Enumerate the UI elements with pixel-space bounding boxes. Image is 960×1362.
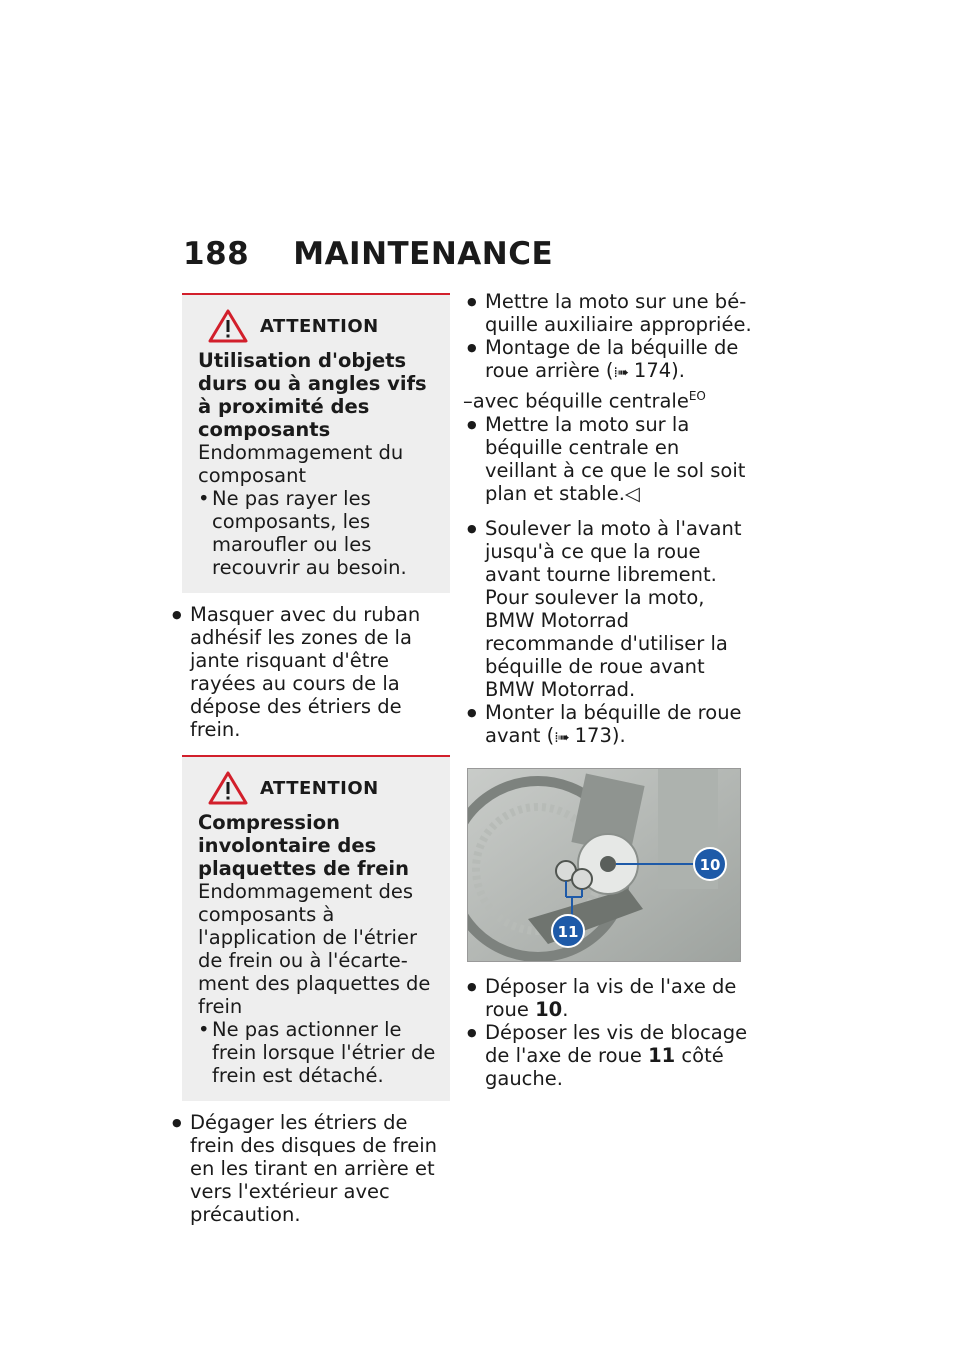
warning-heading: Utilisation d'objets durs ou à angles vifs à proximité des composants (198, 349, 427, 441)
condition-superscript: EO (688, 389, 706, 403)
condition-line: –avec béquille centrale$^{EO}$ (463, 389, 706, 413)
warning-label: ATTENTION (260, 777, 379, 799)
callout-11-label: 11 (557, 922, 579, 941)
left-column (168, 293, 450, 1226)
warning-item: • Ne pas rayer les composants, les maroufler ou les recouvrir au besoin. (198, 487, 438, 579)
list-item: ● Masquer avec du ruban adhésif les zones de la jante risquant d'être rayées au cours de la dépose des étriers de frein. (168, 603, 450, 741)
wheel-axle-figure (467, 768, 741, 962)
reference-arrow-icon: ⁞➠ (554, 729, 569, 746)
page-header (183, 236, 553, 272)
warning-triangle-icon (208, 309, 248, 343)
warning-box-2 (182, 755, 450, 1101)
right-column (463, 290, 753, 1090)
list-item: ● Monter la béquille de roue avant (⁞➠ 173). (463, 701, 753, 750)
list-item: ● Mettre la moto sur la béquille centrale en veillant à ce que le sol soit plan et stable.◁ (463, 413, 753, 505)
warning-box-1 (182, 293, 450, 593)
page-number: 188 (183, 236, 250, 272)
warning-heading: Compression involontaire des plaquettes de frein (198, 811, 409, 880)
list-item: ● Dégager les étriers de frein des disques de frein en les tirant en arrière et vers l'extérieur avec précaution. (168, 1111, 450, 1226)
warning-body: Endommagement du composant (198, 441, 404, 487)
reference-arrow-icon: ⁞➠ (613, 365, 628, 381)
list-item: ● Soulever la moto à l'avant jusqu'à ce que la roue avant tourne librement. Pour soulever la moto, BMW Motorrad recommande d'utiliser la béquille de roue avant BMW Motorrad. (463, 517, 753, 701)
list-item: ● Montage de la béquille de roue arrière (⁞➠ 174). (463, 336, 753, 385)
callout-10-label: 10 (699, 855, 721, 874)
list-note: Pour soulever la moto, BMW Motorrad recommande d'utiliser la béquille de roue avant BMW Motorrad. (485, 585, 728, 701)
list-item: ● Mettre la moto sur une béquille auxiliaire appropriée. (463, 290, 753, 336)
list-item: ● Déposer la vis de l'axe de roue 10. (463, 975, 753, 1021)
warning-item: • Ne pas actionner le frein lorsque l'étrier de frein est détaché. (198, 1018, 438, 1087)
warning-body: Endommagement des composants à l'application de l'étrier de frein ou à l'écartement des plaquettes de frein (198, 880, 431, 1018)
list-item: ● Déposer les vis de blocage de l'axe de roue 11 côté gauche. (463, 1021, 753, 1090)
warning-label: ATTENTION (260, 315, 379, 337)
warning-triangle-icon (208, 771, 248, 805)
section-title: MAINTENANCE (293, 236, 554, 272)
